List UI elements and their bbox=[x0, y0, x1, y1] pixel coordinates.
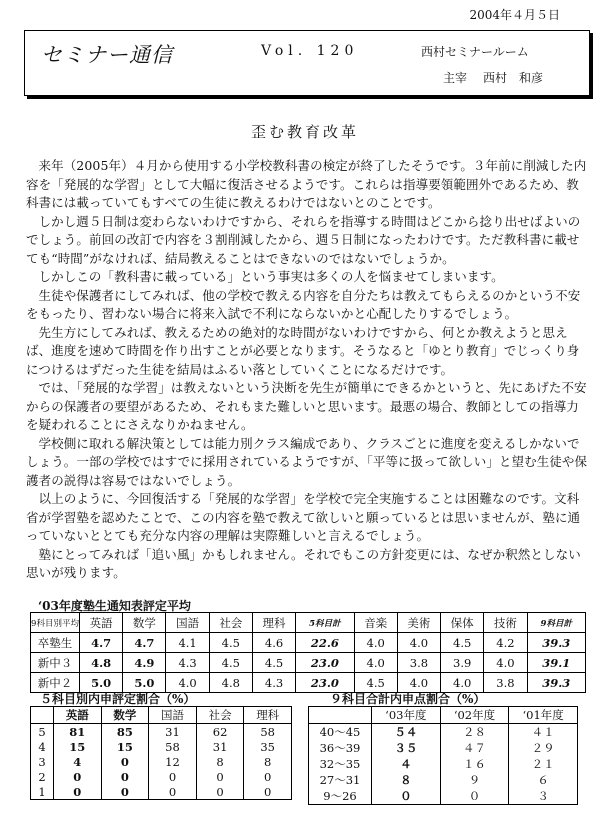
column-header: ‘03年度 bbox=[372, 707, 441, 724]
row-label: 5 bbox=[31, 724, 54, 740]
cell: ６ bbox=[509, 772, 578, 788]
column-header: 理科 bbox=[252, 613, 295, 633]
cell: 0 bbox=[196, 784, 244, 800]
column-header: 社会 bbox=[209, 613, 252, 633]
organization-name: 西村セミナールーム bbox=[421, 45, 529, 59]
cell: 0 bbox=[101, 769, 149, 784]
cell: ５４ bbox=[372, 724, 441, 741]
issue-date: 2004年４月５日 bbox=[469, 8, 560, 22]
paragraph: 塾にとってみれば「追い風」かもしれません。それでもこの方針変更には、なぜか釈然としない思いが残ります。 bbox=[26, 546, 581, 580]
cell: 3.8 bbox=[397, 653, 440, 673]
cell: ４１ bbox=[509, 724, 578, 741]
cell: 3.9 bbox=[441, 653, 484, 673]
cell: 0 bbox=[54, 769, 102, 784]
cell: 4.3 bbox=[252, 673, 295, 693]
cell: ２９ bbox=[509, 740, 578, 756]
cell: 4.7 bbox=[123, 633, 166, 653]
row-label: 3 bbox=[31, 754, 54, 769]
cell: 4.3 bbox=[166, 653, 209, 673]
cell: 4.2 bbox=[484, 633, 527, 653]
column-header: 社会 bbox=[196, 707, 244, 724]
row-label: 2 bbox=[31, 769, 54, 784]
column-header: 英語 bbox=[80, 613, 123, 633]
column-header: 保体 bbox=[441, 613, 484, 633]
cell: 4.5 bbox=[441, 633, 484, 653]
cell: ０ bbox=[440, 788, 509, 805]
cell: 15 bbox=[54, 739, 102, 754]
column-header bbox=[31, 707, 54, 724]
row-label: 卒塾生 bbox=[31, 633, 80, 653]
cell: 0 bbox=[101, 784, 149, 800]
table-header-row bbox=[309, 707, 578, 724]
cell: ０ bbox=[372, 788, 441, 805]
table-row bbox=[309, 788, 578, 805]
cell: ２１ bbox=[509, 756, 578, 772]
cell: ４ bbox=[372, 756, 441, 772]
table1-title: ‘03年度塾生通知表評定平均 bbox=[38, 599, 191, 613]
column-header: 5科目計 bbox=[296, 613, 354, 633]
cell: 39.3 bbox=[527, 673, 585, 693]
column-header bbox=[309, 707, 372, 724]
cell: 4.8 bbox=[80, 653, 123, 673]
cell: 4.7 bbox=[80, 633, 123, 653]
cell: 5.0 bbox=[123, 673, 166, 693]
row-label: 27～31 bbox=[309, 772, 372, 788]
cell: ２８ bbox=[440, 724, 509, 741]
column-header: 9科目別平均 bbox=[31, 613, 80, 633]
cell: 0 bbox=[149, 769, 197, 784]
table-row bbox=[31, 724, 292, 740]
cell: 3.8 bbox=[484, 673, 527, 693]
row-label: 9～26 bbox=[309, 788, 372, 805]
newsletter-title: セミナー通信 bbox=[41, 43, 173, 67]
column-header: 音楽 bbox=[354, 613, 397, 633]
table-row bbox=[309, 772, 578, 788]
cell: 22.6 bbox=[296, 633, 354, 653]
row-label: 4 bbox=[31, 739, 54, 754]
cell: 8 bbox=[244, 754, 292, 769]
paragraph: 先生方にしてみれば、教えるための絶対的な時間がないわけですから、何とか教えようと思えば、進度を速めて時間を作り出すことが必要となります。そうなると「ゆとり教育」でじっくり身につけるはずだった生徒を結局はふるい落としていくことになるだけです。 bbox=[26, 324, 580, 377]
column-header: 技術 bbox=[484, 613, 527, 633]
cell: 85 bbox=[101, 724, 149, 740]
cell: 4.0 bbox=[166, 673, 209, 693]
table-row bbox=[31, 769, 292, 784]
cell: 31 bbox=[149, 724, 197, 740]
column-header: ‘02年度 bbox=[440, 707, 509, 724]
cell: 23.0 bbox=[296, 673, 354, 693]
row-label: 40～45 bbox=[309, 724, 372, 741]
cell: ８ bbox=[372, 772, 441, 788]
cell: 12 bbox=[149, 754, 197, 769]
column-header: 国語 bbox=[149, 707, 197, 724]
cell: 4.9 bbox=[123, 653, 166, 673]
host-name: 西村 和彦 bbox=[483, 71, 544, 85]
paragraph: 学校側に取れる解決策としては能力別クラス編成であり、クラスごとに進度を変えるしかないでしょう。一部の学校ではすでに採用されているようですが、「平等に扱って欲しい」と望む生徒や保護者の説得は容易ではないでしょう。 bbox=[26, 435, 588, 488]
cell: 4.0 bbox=[397, 633, 440, 653]
table3-title: ９科目合計内申点割合（%） bbox=[330, 692, 486, 706]
newsletter-header bbox=[24, 30, 590, 96]
cell: 4.5 bbox=[209, 653, 252, 673]
cell: 15 bbox=[101, 739, 149, 754]
five-subject-ratio-table bbox=[30, 706, 292, 800]
paragraph: しかしこの「教科書に載っている」という事実は多くの人を悩ませてしまいます。 bbox=[38, 269, 504, 284]
paragraph: では、「発展的な学習」は教えないという決断を先生が簡単にできるかというと、先にあげた不安からの保護者の要望があるため、それもまた難しいと思います。最悪の場合、教師としての指導力を疑われることにさえなりかねません。 bbox=[26, 380, 587, 432]
article-title: 歪む教育改革 bbox=[250, 123, 359, 141]
cell: 81 bbox=[54, 724, 102, 740]
cell: 4.0 bbox=[354, 633, 397, 653]
column-header: 英語 bbox=[54, 707, 102, 724]
cell: 0 bbox=[244, 769, 292, 784]
volume-number: Vol. 120 bbox=[261, 43, 359, 59]
cell: 4.1 bbox=[166, 633, 209, 653]
cell: ３５ bbox=[372, 740, 441, 756]
table-row bbox=[31, 633, 586, 653]
paragraph: 生徒や保護者にしてみれば、他の学校で教える内容を自分たちは教えてもらえるのかという不安をもったり、習わない場合に将来入試で不利にならないかと心配したりするでしょう。 bbox=[26, 287, 581, 321]
table-row bbox=[31, 739, 292, 754]
row-label: 新中２ bbox=[31, 673, 80, 693]
paragraph: 以上のように、今回復活する「発展的な学習」を学校で完全実施することは困難なのです。文科省が学習塾を認めたことで、この内容を塾で教えて欲しいと願っているとは思いませんが、塾に通っていないととても充分な内容の理解は実際難しいと言えるでしょう。 bbox=[26, 491, 581, 543]
cell: 58 bbox=[149, 739, 197, 754]
nine-subject-total-ratio-table bbox=[308, 706, 578, 805]
cell: 58 bbox=[244, 724, 292, 740]
column-header: 数学 bbox=[123, 613, 166, 633]
paragraph: 来年（2005年）４月から使用する小学校教科書の検定が終了したそうです。３年前に削減した内容を「発展的な学習」として大幅に復活させるようです。これらは指導要領範囲外であるため、教科書には載っていてもすべての生徒に教えるわけではないとのことです。 bbox=[26, 158, 587, 210]
table-row bbox=[31, 653, 586, 673]
cell: 31 bbox=[196, 739, 244, 754]
table-row bbox=[309, 740, 578, 756]
row-label: 新中３ bbox=[31, 653, 80, 673]
cell: 4.0 bbox=[397, 673, 440, 693]
table-row bbox=[309, 724, 578, 741]
table-row bbox=[31, 784, 292, 800]
column-header: 数学 bbox=[101, 707, 149, 724]
host-line bbox=[443, 69, 559, 86]
table2-title: ５科目別内申評定割合（%） bbox=[40, 692, 196, 706]
article-body bbox=[26, 157, 588, 583]
cell: 5.0 bbox=[80, 673, 123, 693]
column-header: 美術 bbox=[397, 613, 440, 633]
cell: 62 bbox=[196, 724, 244, 740]
cell: 0 bbox=[101, 754, 149, 769]
cell: 4.8 bbox=[209, 673, 252, 693]
cell: 39.1 bbox=[527, 653, 585, 673]
cell: 39.3 bbox=[527, 633, 585, 653]
host-label: 主宰 bbox=[443, 71, 468, 85]
table-header-row bbox=[31, 707, 292, 724]
cell: 4 bbox=[54, 754, 102, 769]
cell: 0 bbox=[196, 769, 244, 784]
cell: 4.0 bbox=[441, 673, 484, 693]
column-header: 国語 bbox=[166, 613, 209, 633]
row-label: 1 bbox=[31, 784, 54, 800]
column-header: 理科 bbox=[244, 707, 292, 724]
cell: 0 bbox=[149, 784, 197, 800]
cell: ９ bbox=[440, 772, 509, 788]
cell: 4.0 bbox=[354, 653, 397, 673]
table-header-row bbox=[31, 613, 586, 633]
row-label: 36～39 bbox=[309, 740, 372, 756]
cell: 4.5 bbox=[354, 673, 397, 693]
report-average-table bbox=[30, 612, 586, 693]
cell: ３ bbox=[509, 788, 578, 805]
cell: ４７ bbox=[440, 740, 509, 756]
column-header: 9科目計 bbox=[527, 613, 585, 633]
cell: 35 bbox=[244, 739, 292, 754]
table-row bbox=[309, 756, 578, 772]
cell: 4.0 bbox=[484, 653, 527, 673]
row-label: 32～35 bbox=[309, 756, 372, 772]
paragraph: しかし週５日制は変わらないわけですから、それらを指導する時間はどこから捻り出せばよいのでしょう。前回の改訂で内容を３割削減したから、週５日制になったわけです。ただ教科書に載せても“時間”がなければ、結局教えることはできないのではないでしょうか。 bbox=[26, 213, 581, 266]
cell: １６ bbox=[440, 756, 509, 772]
cell: 8 bbox=[196, 754, 244, 769]
cell: 4.6 bbox=[252, 633, 295, 653]
cell: 4.5 bbox=[252, 653, 295, 673]
cell: 0 bbox=[244, 784, 292, 800]
column-header: ‘01年度 bbox=[509, 707, 578, 724]
table-row bbox=[31, 754, 292, 769]
cell: 4.5 bbox=[209, 633, 252, 653]
cell: 23.0 bbox=[296, 653, 354, 673]
cell: 0 bbox=[54, 784, 102, 800]
